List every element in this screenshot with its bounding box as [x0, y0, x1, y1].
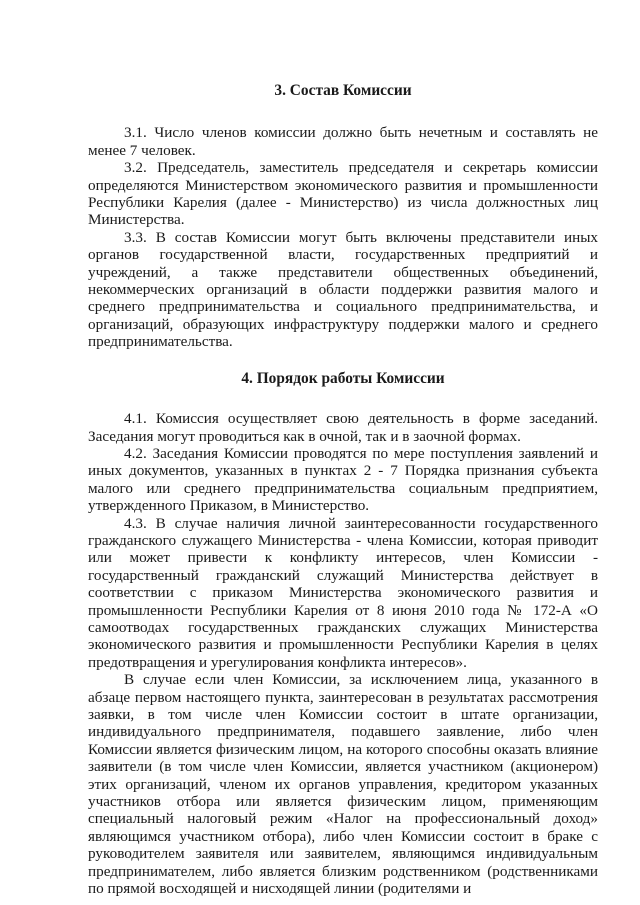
paragraph-3-2: 3.2. Председатель, заместитель председателя и секретарь комиссии определяются Министерством экономического развития и промышленности Республики Карелия (далее - Министерство) из числа должностных лиц Министерства. [88, 159, 598, 229]
paragraph-4-1: 4.1. Комиссия осуществляет свою деятельность в форме заседаний. Заседания могут проводиться как в очной, так и в заочной формах. [88, 410, 598, 445]
paragraph-4-3-continuation: В случае если член Комиссии, за исключением лица, указанного в абзаце первом настоящего пункта, заинтересован в результатах рассмотрения заявки, в том числе член Комиссии состоит в штате организации, индивидуального предпринимателя, подавшего заявление, либо член Комиссии является физическим лицом, на которого способны оказать влияние заявители (в том числе член Комиссии, является участником (акционером) этих организаций, членом их органов управления, кредитором указанных участников отбора или является физическим лицом, применяющим специальный налоговый режим «Налог на профессиональный доход» являющимся участником отбора), либо член Комиссии состоит в браке с руководителем заявителя или заявителем, являющимся индивидуальным предпринимателем, либо является близким родственником (родственниками по прямой восходящей и нисходящей линии (родителями и [88, 671, 598, 898]
paragraph-3-3: 3.3. В состав Комиссии могут быть включены представители иных органов государственной власти, государственных предприятий и учреждений, а также представители общественных объединений, некоммерческих организаций в области поддержки развития малого и среднего предпринимательства и социального предпринимательства, и организаций, образующих инфраструктуру поддержки малого и среднего предпринимательства. [88, 228, 598, 351]
paragraph-4-2: 4.2. Заседания Комиссии проводятся по мере поступления заявлений и иных документов, указанных в пунктах 2 - 7 Порядка признания субъекта малого или среднего предпринимательства социальным предприятием, утвержденного Приказом, в Министерство. [88, 444, 598, 515]
paragraph-4-3: 4.3. В случае наличия личной заинтересованности государственного гражданского служащего Министерства - члена Комиссии, которая приводит или может привести к конфликту интересов, член Комиссии - государственный гражданский служащий Министерства действует в соответствии с приказом Министерства экономического развития и промышленности Республики Карелия от 8 июня 2010 года № 172-А «О самоотводах государственных гражданских служащих Министерства экономического развития и промышленности Республики Карелия в целях предотвращения и урегулирования конфликта интересов». [88, 514, 598, 671]
paragraph-3-1: 3.1. Число членов комиссии должно быть нечетным и составлять не менее 7 человек. [88, 124, 598, 159]
section-3-title: 3. Состав Комиссии [274, 82, 412, 99]
document-page [88, 82, 598, 897]
section-4-title: 4. Порядок работы Комиссии [241, 369, 445, 387]
